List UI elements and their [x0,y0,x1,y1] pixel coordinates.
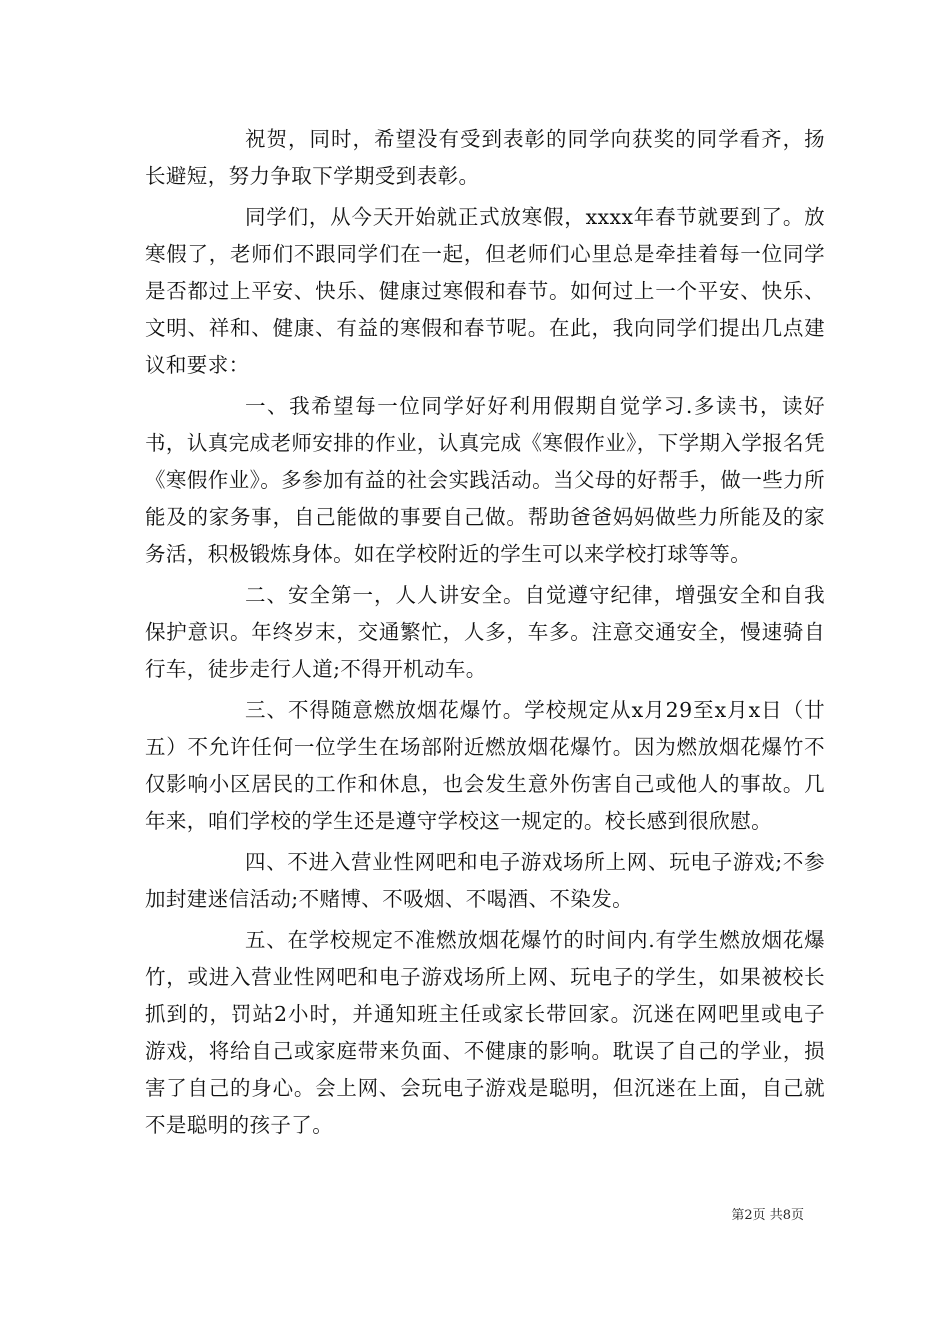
paragraph-winter-break-intro: 同学们，从今天开始就正式放寒假，xxxx年春节就要到了。放寒假了，老师们不跟同学们在一起，但老师们心里总是牵挂着每一位同学是否都过上平安、快乐、健康过寒假和春节。如何过上一个平安、快乐、文明、祥和、健康、有益的寒假和春节呢。在此，我向同学们提出几点建议和要求： [145,205,825,377]
document-body [145,121,825,1148]
page-number-footer: 第2页 共8页 [731,1208,804,1223]
paragraph-congratulations: 祝贺，同时，希望没有受到表彰的同学向获奖的同学看齐，扬长避短，努力争取下学期受到表彰。 [145,127,825,188]
paragraph-item-penalty: 五、在学校规定不准燃放烟花爆竹的时间内.有学生燃放烟花爆竹，或进入营业性网吧和电子游戏场所上网、玩电子的学生，如果被校长抓到的，罚站2小时，并通知班主任或家长带回家。沉迷在网吧里或电子游戏，将给自己或家庭带来负面、不健康的影响。耽误了自己的学业，损害了自己的身心。会上网、会玩电子游戏是聪明，但沉迷在上面，自己就不是聪明的孩子了。 [145,928,825,1137]
paragraph-item-safety: 二、安全第一，人人讲安全。自觉遵守纪律，增强安全和自我保护意识。年终岁末，交通繁忙，人多，车多。注意交通安全，慢速骑自行车，徒步走行人道;不得开机动车。 [145,583,825,681]
paragraph-item-internet-cafe: 四、不进入营业性网吧和电子游戏场所上网、玩电子游戏;不参加封建迷信活动;不赌博、不吸烟、不喝酒、不染发。 [145,850,825,911]
paragraph-item-fireworks: 三、不得随意燃放烟花爆竹。学校规定从x月29至x月x日（廿五）不允许任何一位学生在场部附近燃放烟花爆竹。因为燃放烟花爆竹不仅影响小区居民的工作和休息，也会发生意外伤害自己或他人的事故。几年来，咱们学校的学生还是遵守学校这一规定的。校长感到很欣慰。 [145,698,825,833]
paragraph-item-study: 一、我希望每一位同学好好利用假期自觉学习.多读书，读好书，认真完成老师安排的作业，认真完成《寒假作业》，下学期入学报名凭《寒假作业》。多参加有益的社会实践活动。当父母的好帮手，做一些力所能及的家务事，自己能做的事要自己做。帮助爸爸妈妈做些力所能及的家务活，积极锻炼身体。如在学校附近的学生可以来学校打球等等。 [145,394,825,566]
